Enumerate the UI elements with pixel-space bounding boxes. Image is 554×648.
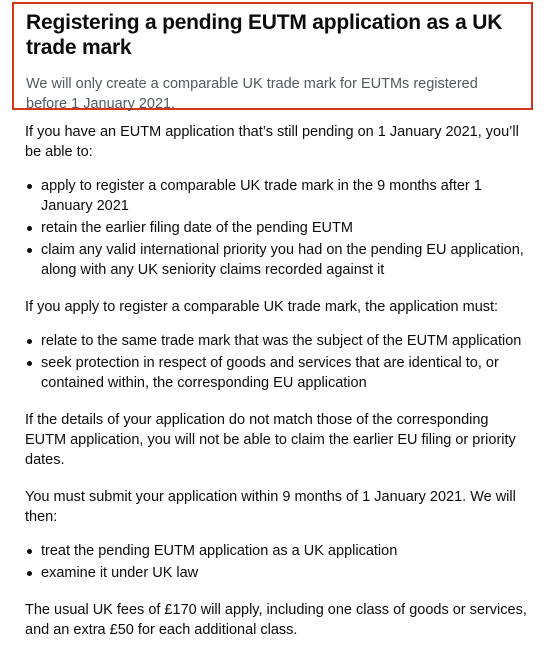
- list-item: seek protection in respect of goods and services that are identical to, or contained within, the corresponding EU application: [25, 353, 530, 393]
- fees-paragraph: The usual UK fees of £170 will apply, including one class of goods or services, and an extra £50 for each additional class.: [25, 602, 527, 638]
- list-item: relate to the same trade mark that was the subject of the EUTM application: [25, 331, 530, 351]
- application-requirements-list: [25, 331, 530, 393]
- application-requirements-intro: If you apply to register a comparable UK trade mark, the application must:: [25, 299, 499, 315]
- callout-lead: We will only create a comparable UK trade mark for EUTMs registered before 1 January 2021.: [26, 76, 478, 112]
- body-content: [25, 122, 530, 640]
- list-item: apply to register a comparable UK trade mark in the 9 months after 1 January 2021: [25, 176, 530, 216]
- submission-deadline: You must submit your application within 9 months of 1 January 2021. We will then:: [25, 489, 516, 525]
- next-steps-list: [25, 541, 530, 583]
- list-item: examine it under UK law: [25, 563, 530, 583]
- section-heading: Registering a pending EUTM application as a UK trade mark: [26, 11, 503, 59]
- list-item: treat the pending EUTM application as a UK application: [25, 541, 530, 561]
- highlighted-callout: [12, 2, 533, 110]
- pending-application-intro: If you have an EUTM application that’s still pending on 1 January 2021, you’ll be able to:: [25, 124, 519, 160]
- list-item: claim any valid international priority you had on the pending EU application, along with any UK seniority claims recorded against it: [25, 240, 530, 280]
- pending-application-rights-list: [25, 176, 530, 280]
- mismatch-warning: If the details of your application do not match those of the corresponding EUTM application, you will not be able to claim the earlier EU filing or priority dates.: [25, 412, 516, 468]
- list-item: retain the earlier filing date of the pending EUTM: [25, 218, 530, 238]
